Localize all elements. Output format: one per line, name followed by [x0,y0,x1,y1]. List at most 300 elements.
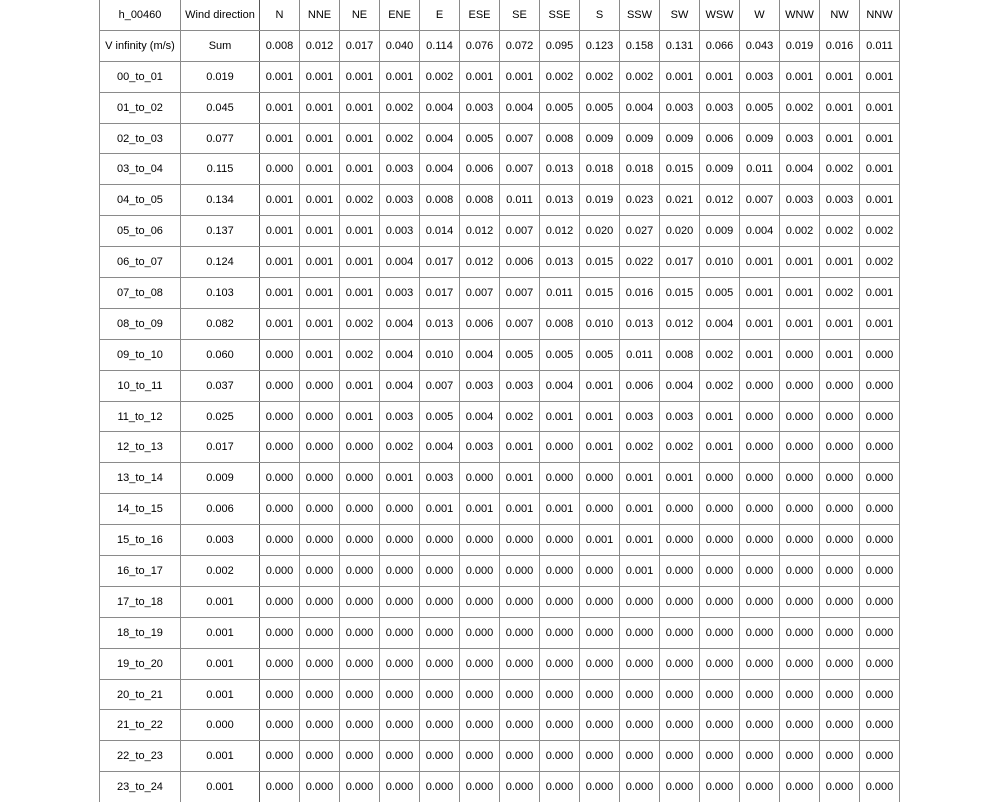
frequency-cell: 0.000 [820,586,860,617]
frequency-cell: 0.008 [660,339,700,370]
direction-header: NE [340,0,380,30]
frequency-cell: 0.000 [260,432,300,463]
frequency-cell: 0.001 [740,247,780,278]
frequency-cell: 0.000 [660,586,700,617]
frequency-cell: 0.000 [580,494,620,525]
frequency-cell: 0.000 [540,648,580,679]
frequency-cell: 0.004 [540,370,580,401]
table-row [100,586,900,617]
frequency-cell: 0.000 [460,679,500,710]
direction-header: NW [820,0,860,30]
frequency-cell: 0.001 [580,370,620,401]
frequency-cell: 0.000 [820,494,860,525]
speed-bin-label: 00_to_01 [100,61,181,92]
table-row [100,556,900,587]
frequency-cell: 0.000 [820,401,860,432]
frequency-cell: 0.003 [660,401,700,432]
direction-header: SE [500,0,540,30]
frequency-cell: 0.001 [260,61,300,92]
frequency-cell: 0.000 [260,370,300,401]
frequency-cell: 0.000 [340,710,380,741]
frequency-cell: 0.001 [300,216,340,247]
frequency-cell: 0.000 [740,586,780,617]
row-sum-cell: 0.019 [181,61,260,92]
frequency-cell: 0.000 [700,772,740,802]
frequency-cell: 0.020 [660,216,700,247]
frequency-cell: 0.000 [700,556,740,587]
frequency-cell: 0.001 [340,401,380,432]
wind-frequency-table [99,0,900,802]
frequency-cell: 0.001 [660,61,700,92]
speed-bin-label: 19_to_20 [100,648,181,679]
frequency-cell: 0.003 [820,185,860,216]
frequency-cell: 0.000 [660,710,700,741]
frequency-cell: 0.000 [860,648,900,679]
frequency-cell: 0.001 [340,154,380,185]
speed-bin-label: 10_to_11 [100,370,181,401]
frequency-cell: 0.000 [580,679,620,710]
frequency-cell: 0.000 [300,463,340,494]
frequency-cell: 0.002 [340,308,380,339]
frequency-cell: 0.015 [660,154,700,185]
speed-bin-label: 17_to_18 [100,586,181,617]
frequency-cell: 0.001 [620,556,660,587]
frequency-cell: 0.000 [580,710,620,741]
frequency-cell: 0.000 [260,401,300,432]
frequency-cell: 0.000 [260,617,300,648]
frequency-cell: 0.001 [300,61,340,92]
frequency-cell: 0.000 [300,432,340,463]
frequency-cell: 0.000 [580,463,620,494]
frequency-cell: 0.000 [820,463,860,494]
speed-bin-label: 14_to_15 [100,494,181,525]
speed-bin-label: 12_to_13 [100,432,181,463]
frequency-cell: 0.000 [860,463,900,494]
speed-bin-label: 13_to_14 [100,463,181,494]
table-row [100,92,900,123]
frequency-cell: 0.007 [500,308,540,339]
frequency-cell: 0.000 [860,710,900,741]
speed-bin-label: 09_to_10 [100,339,181,370]
speed-bin-label: 15_to_16 [100,525,181,556]
frequency-cell: 0.001 [660,463,700,494]
frequency-cell: 0.003 [460,432,500,463]
frequency-cell: 0.000 [460,772,500,802]
speed-bin-label: 21_to_22 [100,710,181,741]
frequency-cell: 0.000 [300,401,340,432]
frequency-cell: 0.000 [340,679,380,710]
row-sum-cell: 0.001 [181,648,260,679]
frequency-cell: 0.000 [860,432,900,463]
frequency-cell: 0.004 [420,92,460,123]
frequency-cell: 0.002 [780,216,820,247]
frequency-cell: 0.010 [580,308,620,339]
frequency-cell: 0.001 [500,494,540,525]
frequency-cell: 0.000 [420,617,460,648]
frequency-cell: 0.000 [820,772,860,802]
corner-label: h_00460 [100,0,181,30]
frequency-cell: 0.001 [860,92,900,123]
frequency-cell: 0.000 [860,339,900,370]
frequency-cell: 0.004 [420,432,460,463]
frequency-cell: 0.004 [420,154,460,185]
row-sum-cell: 0.001 [181,772,260,802]
frequency-cell: 0.001 [300,339,340,370]
frequency-cell: 0.004 [380,339,420,370]
frequency-cell: 0.000 [300,617,340,648]
direction-header: WSW [700,0,740,30]
frequency-cell: 0.000 [260,463,300,494]
frequency-cell: 0.012 [460,216,500,247]
frequency-cell: 0.000 [500,586,540,617]
frequency-cell: 0.001 [300,154,340,185]
frequency-cell: 0.000 [300,772,340,802]
frequency-cell: 0.000 [340,772,380,802]
frequency-cell: 0.001 [340,370,380,401]
frequency-cell: 0.001 [580,432,620,463]
frequency-cell: 0.000 [380,648,420,679]
frequency-cell: 0.001 [820,247,860,278]
frequency-cell: 0.003 [500,370,540,401]
frequency-cell: 0.000 [260,710,300,741]
frequency-cell: 0.000 [380,741,420,772]
frequency-cell: 0.001 [300,185,340,216]
frequency-cell: 0.004 [740,216,780,247]
frequency-cell: 0.000 [820,648,860,679]
frequency-cell: 0.000 [340,556,380,587]
frequency-cell: 0.001 [300,247,340,278]
direction-header: ESE [460,0,500,30]
frequency-cell: 0.000 [260,154,300,185]
frequency-cell: 0.003 [740,61,780,92]
frequency-cell: 0.000 [620,741,660,772]
frequency-cell: 0.000 [260,741,300,772]
direction-sum-cell: 0.076 [460,30,500,61]
frequency-cell: 0.001 [620,463,660,494]
frequency-cell: 0.009 [700,154,740,185]
frequency-cell: 0.001 [300,278,340,309]
row-sum-cell: 0.025 [181,401,260,432]
frequency-cell: 0.005 [700,278,740,309]
row-sum-cell: 0.137 [181,216,260,247]
frequency-cell: 0.004 [420,123,460,154]
frequency-cell: 0.001 [860,61,900,92]
frequency-cell: 0.012 [700,185,740,216]
frequency-cell: 0.004 [500,92,540,123]
frequency-cell: 0.000 [300,679,340,710]
frequency-cell: 0.000 [380,617,420,648]
frequency-cell: 0.003 [380,278,420,309]
frequency-cell: 0.001 [700,61,740,92]
table-row [100,185,900,216]
frequency-cell: 0.000 [860,401,900,432]
direction-sum-cell: 0.123 [580,30,620,61]
frequency-cell: 0.000 [620,710,660,741]
row-sum-cell: 0.134 [181,185,260,216]
frequency-cell: 0.000 [500,617,540,648]
frequency-cell: 0.000 [780,463,820,494]
frequency-cell: 0.000 [340,463,380,494]
frequency-cell: 0.000 [580,772,620,802]
row-sum-cell: 0.060 [181,339,260,370]
frequency-cell: 0.000 [860,617,900,648]
frequency-cell: 0.001 [460,61,500,92]
frequency-cell: 0.000 [500,556,540,587]
frequency-cell: 0.001 [700,401,740,432]
frequency-cell: 0.005 [420,401,460,432]
frequency-cell: 0.000 [300,648,340,679]
frequency-cell: 0.001 [740,308,780,339]
speed-bin-label: 16_to_17 [100,556,181,587]
frequency-cell: 0.002 [700,339,740,370]
frequency-cell: 0.001 [340,278,380,309]
wind-direction-header: Wind direction [181,0,260,30]
frequency-cell: 0.000 [700,679,740,710]
frequency-cell: 0.007 [500,216,540,247]
frequency-cell: 0.002 [340,185,380,216]
direction-header: SSE [540,0,580,30]
frequency-cell: 0.002 [700,370,740,401]
frequency-cell: 0.002 [660,432,700,463]
frequency-cell: 0.000 [380,586,420,617]
frequency-cell: 0.000 [860,679,900,710]
frequency-cell: 0.000 [500,679,540,710]
frequency-cell: 0.001 [740,339,780,370]
frequency-cell: 0.000 [540,432,580,463]
frequency-cell: 0.001 [340,247,380,278]
frequency-cell: 0.013 [540,247,580,278]
frequency-cell: 0.004 [700,308,740,339]
frequency-cell: 0.000 [500,648,540,679]
frequency-cell: 0.000 [540,586,580,617]
frequency-cell: 0.004 [780,154,820,185]
frequency-cell: 0.001 [780,308,820,339]
frequency-cell: 0.000 [580,586,620,617]
row-sum-cell: 0.103 [181,278,260,309]
frequency-cell: 0.001 [500,61,540,92]
frequency-cell: 0.011 [500,185,540,216]
frequency-cell: 0.000 [820,370,860,401]
frequency-cell: 0.000 [700,494,740,525]
frequency-cell: 0.000 [420,741,460,772]
frequency-cell: 0.002 [620,432,660,463]
frequency-cell: 0.001 [260,92,300,123]
frequency-cell: 0.001 [780,278,820,309]
frequency-cell: 0.000 [660,617,700,648]
table-row [100,463,900,494]
table-row [100,494,900,525]
frequency-cell: 0.000 [860,370,900,401]
frequency-cell: 0.006 [460,308,500,339]
speed-header: V infinity (m/s) [100,30,181,61]
frequency-cell: 0.000 [860,494,900,525]
frequency-cell: 0.027 [620,216,660,247]
frequency-cell: 0.013 [540,185,580,216]
frequency-cell: 0.009 [660,123,700,154]
frequency-cell: 0.000 [260,586,300,617]
frequency-cell: 0.002 [540,61,580,92]
frequency-cell: 0.000 [300,710,340,741]
table-row [100,679,900,710]
frequency-cell: 0.005 [580,339,620,370]
frequency-cell: 0.004 [460,401,500,432]
frequency-cell: 0.002 [820,216,860,247]
sum-row [100,30,900,61]
frequency-cell: 0.003 [660,92,700,123]
frequency-cell: 0.000 [460,741,500,772]
table-row [100,339,900,370]
frequency-cell: 0.002 [580,61,620,92]
table-row [100,525,900,556]
frequency-cell: 0.015 [660,278,700,309]
frequency-cell: 0.000 [260,556,300,587]
frequency-cell: 0.000 [820,617,860,648]
direction-sum-cell: 0.114 [420,30,460,61]
frequency-cell: 0.000 [700,617,740,648]
frequency-cell: 0.000 [740,463,780,494]
frequency-cell: 0.000 [300,370,340,401]
frequency-cell: 0.021 [660,185,700,216]
frequency-cell: 0.000 [500,741,540,772]
frequency-cell: 0.000 [740,648,780,679]
frequency-cell: 0.018 [620,154,660,185]
frequency-cell: 0.000 [740,772,780,802]
frequency-cell: 0.000 [820,679,860,710]
frequency-cell: 0.000 [780,617,820,648]
row-sum-cell: 0.017 [181,432,260,463]
direction-header: E [420,0,460,30]
frequency-cell: 0.008 [540,123,580,154]
frequency-cell: 0.000 [580,556,620,587]
frequency-cell: 0.001 [260,185,300,216]
frequency-cell: 0.000 [740,432,780,463]
row-sum-cell: 0.001 [181,741,260,772]
frequency-cell: 0.011 [740,154,780,185]
frequency-cell: 0.001 [780,61,820,92]
row-sum-cell: 0.006 [181,494,260,525]
frequency-cell: 0.001 [860,308,900,339]
frequency-cell: 0.000 [700,710,740,741]
frequency-cell: 0.000 [580,741,620,772]
frequency-cell: 0.001 [340,61,380,92]
speed-bin-label: 11_to_12 [100,401,181,432]
frequency-cell: 0.007 [740,185,780,216]
frequency-cell: 0.000 [540,525,580,556]
direction-header: W [740,0,780,30]
frequency-cell: 0.006 [700,123,740,154]
frequency-cell: 0.006 [620,370,660,401]
table-row [100,401,900,432]
direction-sum-cell: 0.040 [380,30,420,61]
frequency-cell: 0.000 [380,494,420,525]
frequency-cell: 0.001 [620,494,660,525]
frequency-cell: 0.018 [580,154,620,185]
frequency-cell: 0.000 [860,741,900,772]
frequency-cell: 0.000 [540,556,580,587]
frequency-cell: 0.000 [260,339,300,370]
frequency-cell: 0.005 [460,123,500,154]
frequency-cell: 0.001 [580,401,620,432]
frequency-cell: 0.000 [260,494,300,525]
frequency-cell: 0.000 [380,556,420,587]
frequency-cell: 0.000 [580,648,620,679]
frequency-cell: 0.003 [620,401,660,432]
frequency-cell: 0.000 [780,556,820,587]
table-row [100,648,900,679]
table-row [100,370,900,401]
frequency-cell: 0.010 [700,247,740,278]
frequency-cell: 0.020 [580,216,620,247]
frequency-cell: 0.001 [820,308,860,339]
frequency-cell: 0.000 [300,586,340,617]
frequency-cell: 0.000 [460,463,500,494]
frequency-cell: 0.002 [340,339,380,370]
direction-header: SSW [620,0,660,30]
frequency-cell: 0.001 [820,339,860,370]
frequency-cell: 0.001 [260,278,300,309]
table-row [100,61,900,92]
row-sum-cell: 0.001 [181,617,260,648]
direction-sum-cell: 0.019 [780,30,820,61]
frequency-cell: 0.017 [660,247,700,278]
frequency-cell: 0.000 [860,525,900,556]
frequency-cell: 0.004 [380,308,420,339]
frequency-cell: 0.000 [540,679,580,710]
frequency-cell: 0.000 [420,586,460,617]
frequency-cell: 0.001 [820,92,860,123]
frequency-cell: 0.019 [580,185,620,216]
speed-bin-label: 01_to_02 [100,92,181,123]
frequency-cell: 0.002 [860,216,900,247]
frequency-cell: 0.006 [500,247,540,278]
frequency-cell: 0.000 [260,679,300,710]
frequency-cell: 0.002 [820,278,860,309]
frequency-cell: 0.007 [500,154,540,185]
frequency-cell: 0.000 [740,401,780,432]
frequency-cell: 0.016 [620,278,660,309]
frequency-cell: 0.000 [460,617,500,648]
table-row [100,308,900,339]
table-body [100,0,900,802]
frequency-cell: 0.005 [540,92,580,123]
direction-header: SW [660,0,700,30]
table-row [100,710,900,741]
frequency-cell: 0.001 [860,123,900,154]
frequency-cell: 0.009 [620,123,660,154]
frequency-cell: 0.000 [860,586,900,617]
speed-bin-label: 07_to_08 [100,278,181,309]
direction-sum-cell: 0.008 [260,30,300,61]
frequency-cell: 0.007 [500,278,540,309]
frequency-cell: 0.001 [500,432,540,463]
frequency-cell: 0.010 [420,339,460,370]
frequency-cell: 0.000 [780,525,820,556]
frequency-cell: 0.000 [820,432,860,463]
frequency-cell: 0.009 [740,123,780,154]
frequency-cell: 0.005 [500,339,540,370]
row-sum-cell: 0.115 [181,154,260,185]
frequency-cell: 0.001 [260,308,300,339]
frequency-cell: 0.000 [780,339,820,370]
direction-header: NNE [300,0,340,30]
frequency-cell: 0.000 [660,494,700,525]
frequency-cell: 0.013 [540,154,580,185]
frequency-cell: 0.005 [540,339,580,370]
direction-sum-cell: 0.131 [660,30,700,61]
speed-bin-label: 04_to_05 [100,185,181,216]
row-sum-cell: 0.037 [181,370,260,401]
frequency-cell: 0.000 [860,772,900,802]
